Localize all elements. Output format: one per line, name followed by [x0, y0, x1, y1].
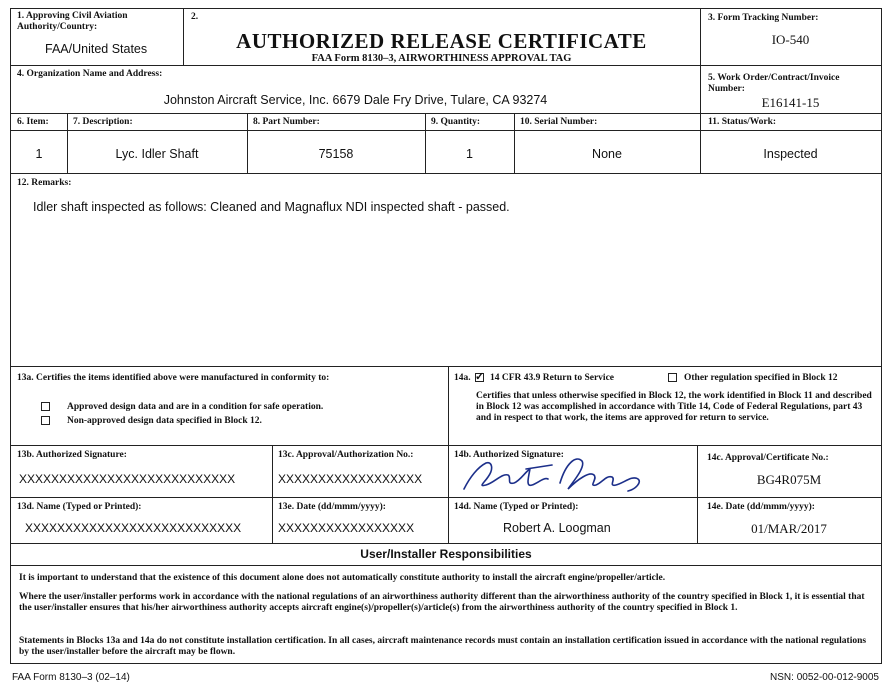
remarks-label: 12. Remarks: — [17, 178, 72, 188]
item-serial-number: None — [592, 147, 622, 161]
block5-label: 5. Work Order/Contract/Invoice Number: — [708, 73, 840, 94]
form-number-footer: FAA Form 8130–3 (02–14) — [12, 672, 130, 683]
form-subtitle: FAA Form 8130–3, AIRWORTHINESS APPROVAL TAG — [311, 53, 572, 64]
block14b-label: 14b. Authorized Signature: — [454, 450, 564, 460]
block14d-label: 14d. Name (Typed or Printed): — [454, 502, 579, 512]
header-quantity: 9. Quantity: — [431, 117, 481, 127]
block1-label: 1. Approving Civil Aviation Authority/Country: — [17, 11, 128, 32]
responsibilities-paragraph-2: Where the user/installer performs work in accordance with the national regulations of an airworthiness authority different than the airworthiness authority of the country specified in Block 1, it is essential that the user/installer ensures that his/her airworthiness authority accepts aircraft engine(s)/propeller(s)/article(s) from the airworthiness authority of the country specified in Block 1. — [19, 592, 865, 613]
block14d-value: Robert A. Loogman — [503, 521, 611, 535]
release-certificate-form — [10, 8, 882, 664]
block14c-label: 14c. Approval/Certificate No.: — [707, 453, 829, 463]
other-regulation-checkbox[interactable] — [668, 373, 677, 382]
header-item: 6. Item: — [17, 117, 49, 127]
block13c-label: 13c. Approval/Authorization No.: — [278, 450, 414, 460]
nsn-footer: NSN: 0052-00-012-9005 — [770, 672, 879, 683]
block3-label: 3. Form Tracking Number: — [708, 13, 819, 23]
block13b-label: 13b. Authorized Signature: — [17, 450, 127, 460]
signature-image — [456, 449, 656, 497]
responsibilities-paragraph-1: It is important to understand that the existence of this document alone does not automatically constitute authority to install the aircraft engine/propeller/article. — [19, 573, 666, 583]
header-part-number: 8. Part Number: — [253, 117, 320, 127]
item-part-number: 75158 — [318, 147, 354, 161]
item-status-work: Inspected — [763, 147, 818, 161]
header-description: 7. Description: — [73, 117, 133, 127]
item-number: 1 — [35, 147, 43, 161]
other-regulation-label: Other regulation specified in Block 12 — [684, 373, 838, 383]
block13d-value: XXXXXXXXXXXXXXXXXXXXXXXXXXX — [25, 521, 242, 535]
block13c-value: XXXXXXXXXXXXXXXXXX — [278, 472, 423, 486]
remarks-text: Idler shaft inspected as follows: Cleaned and Magnaflux NDI inspected shaft - passed. — [33, 200, 510, 214]
block13d-label: 13d. Name (Typed or Printed): — [17, 502, 142, 512]
return-to-service-checkbox[interactable] — [475, 373, 484, 382]
block4-label: 4. Organization Name and Address: — [17, 69, 163, 79]
block14a-label: 14a. — [454, 373, 471, 383]
header-status-work: 11. Status/Work: — [708, 117, 777, 127]
block14c-value: BG4R075M — [756, 472, 822, 487]
form-title: AUTHORIZED RELEASE CERTIFICATE — [236, 29, 647, 53]
block3-value: IO-540 — [771, 32, 810, 47]
block13b-value: XXXXXXXXXXXXXXXXXXXXXXXXXXX — [19, 472, 236, 486]
return-to-service-label: 14 CFR 43.9 Return to Service — [490, 373, 615, 383]
block1-value: FAA/United States — [45, 42, 148, 56]
block14e-label: 14e. Date (dd/mmm/yyyy): — [707, 502, 815, 512]
approved-design-checkbox[interactable] — [41, 402, 50, 411]
approved-design-label: Approved design data and are in a condition for safe operation. — [67, 402, 324, 412]
block4-value: Johnston Aircraft Service, Inc. 6679 Dale Fry Drive, Tulare, CA 93274 — [163, 93, 548, 107]
block2-label: 2. — [191, 12, 199, 22]
block5-value: E16141-15 — [761, 95, 820, 110]
responsibilities-heading: User/Installer Responsibilities — [360, 547, 532, 561]
non-approved-design-checkbox[interactable] — [41, 416, 50, 425]
block13e-label: 13e. Date (dd/mmm/yyyy): — [278, 502, 386, 512]
non-approved-design-label: Non-approved design data specified in Block 12. — [67, 416, 262, 426]
item-quantity: 1 — [466, 147, 473, 161]
block14e-value: 01/MAR/2017 — [751, 521, 827, 536]
item-description: Lyc. Idler Shaft — [115, 147, 199, 161]
responsibilities-paragraph-3: Statements in Blocks 13a and 14a do not constitute installation certification. In all cases, aircraft maintenance records must contain an installation certification issued in accordance with the national regulations by the user/installer before the aircraft may be flown. — [19, 636, 867, 657]
header-serial-number: 10. Serial Number: — [520, 117, 598, 127]
block13e-value: XXXXXXXXXXXXXXXXX — [278, 521, 415, 535]
block14a-statement: Certifies that unless otherwise specified in Block 12, the work identified in Block 11 and described in Block 12 was accomplished in accordance with Title 14, Code of Federal Regulations, part 43 and in respect to that work, the items are approved for return to service. — [476, 391, 872, 423]
block13a-label: 13a. Certifies the items identified above were manufactured in conformity to: — [17, 373, 330, 383]
